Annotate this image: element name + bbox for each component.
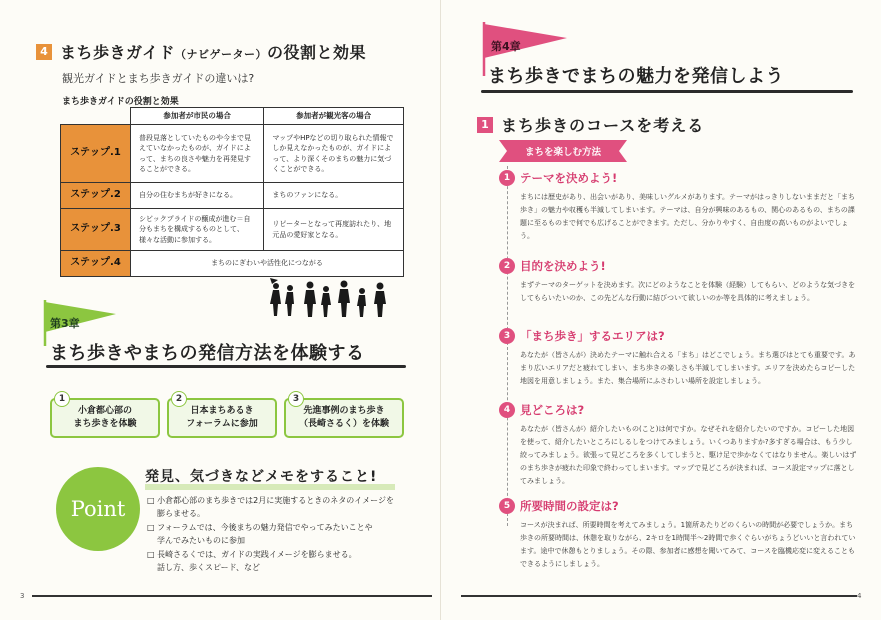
step-3-line2: （長崎さるく）を体験 (298, 419, 389, 429)
item-title: 「まち歩き」するエリアは? (520, 329, 665, 343)
item-body: あなたが（皆さんが）紹介したいもの(こと)は何ですか。なぜそれを紹介したいのですか。コピーした地図を使って、紹介したいところにしるしをつけてみましょう。いくつありますか?多すぎる場合は、もう少し絞ってみましょう。欲張って見どころを多くしてしまうと、駆け足で歩かなくてはなりません。楽しいはずのまち歩きが疲れた印象で終わってしまいます。マップで見どころが決まれば、コース設定マップに落としてみましょう。 (520, 425, 857, 485)
page-number: 3 (20, 592, 25, 600)
list-item-cont: 膨らませる。 (157, 509, 205, 519)
walkers-illustration (268, 274, 398, 320)
table-row (61, 251, 404, 277)
roles-table (60, 107, 404, 277)
table-corner (61, 108, 131, 125)
step-number-3: 3 (288, 391, 304, 407)
tourist-cell: リピーターとなって再度訪れたり、地元品の愛好家となる。 (264, 209, 404, 251)
item-title: テーマを決めよう! (520, 171, 618, 185)
chapter-4-title: まち歩きでまちの魅力を発信しよう (488, 66, 784, 87)
item-title: 見どころは? (520, 403, 585, 417)
item-number: 5 (499, 498, 515, 514)
item-body: まずテーマのターゲットを決めます。次にどのようなことを体験（経験）してもらい、どのような気づきをしてもらいたいのか、この先どんな行動に結びついて欲しいのか等を具体的に考えましょう。 (520, 281, 856, 302)
step-label: ステップ.3 (61, 209, 131, 251)
local-cell: 普段見落としていたものや今まで見えていなかったものが、ガイドによって、まちの良さや魅力を再発見することができる。 (131, 125, 264, 183)
point-list (147, 495, 394, 575)
section-title: まち歩きのコースを考える (501, 116, 705, 135)
method-item (499, 258, 859, 305)
header-local: 参加者が市民の場合 (131, 108, 264, 125)
left-page (0, 0, 440, 620)
table-caption: まち歩きガイドの役割と効果 (62, 97, 179, 107)
method-item (499, 170, 859, 243)
right-page (441, 0, 881, 620)
item-body: まちには歴史があり、出会いがあり、美味しいグルメがあります。テーマがはっきりしないままだと「まち歩き」の魅力や収穫も半減してしまいます。テーマは、自分が興味のあるもの、関心のあるもの、まちの課題に至るものまで何でも広げることができます。ただし、分かりやすく、自由度の高いものがよいでしょう。 (520, 193, 856, 240)
point-badge: Point (56, 467, 140, 551)
step-2-line1: 日本まちあるき (190, 405, 254, 416)
item-number: 3 (499, 328, 515, 344)
section-4-heading (36, 40, 366, 63)
bottom-rule (32, 595, 432, 597)
local-cell: 自分の住むまちが好きになる。 (131, 183, 264, 209)
step-2-line2: フォーラムに参加 (186, 419, 258, 429)
section-title: まち歩きガイド（ナビゲーター）の役割と効果 (60, 43, 367, 62)
chapter-3-title: まち歩きやまちの発信方法を体験する (50, 343, 365, 364)
bottom-rule (461, 595, 857, 597)
chapter-3-label: 第3章 (50, 317, 80, 330)
local-cell: シビックプライドの醸成が進む＝自分もまちを構成するものとして、様々な活動に参加する。 (131, 209, 264, 251)
table-row (61, 209, 404, 251)
item-body: コースが決まれば、所要時間を考えてみましょう。1箇所あたりどのくらいの時間が必要でしょうか。まち歩きの所要時間は、休憩を取りながら、2キロを1時間半～2時間で歩くぐらいがちょうどいいと言われています。途中で休憩もとりましょう。その際、参加者に感想を聞いてみて、コースを臨機応変に変えることもできるようにしましょう。 (520, 521, 856, 568)
list-item: □ フォーラムでは、今後まちの魅力発信でやってみたいことや (147, 522, 373, 532)
chapter-4-label: 第4章 (491, 40, 521, 53)
step-number-2: 2 (171, 391, 187, 407)
merged-cell: まちのにぎわいや活性化につながる (131, 251, 404, 277)
method-item (499, 328, 859, 388)
section-subtitle: 観光ガイドとまち歩きガイドの違いは? (62, 72, 255, 85)
step-label: ステップ.2 (61, 183, 131, 209)
chapter-3-underline (46, 365, 406, 368)
section-number: 4 (36, 44, 52, 60)
table-row (61, 183, 404, 209)
step-number-1: 1 (54, 391, 70, 407)
header-tourist: 参加者が観光客の場合 (264, 108, 404, 125)
step-1-line2: まち歩きを体験 (73, 419, 137, 429)
item-title: 所要時間の設定は? (520, 499, 619, 513)
item-number: 4 (499, 402, 515, 418)
list-item: □ 小倉都心部のまち歩きでは2月に実施するときのネタのイメージを (147, 496, 394, 505)
item-title: 目的を決めよう! (520, 259, 606, 273)
step-label: ステップ.1 (61, 125, 131, 183)
item-number: 1 (499, 170, 515, 186)
table-header-row (61, 108, 404, 125)
list-item-cont: 話し方、歩くスピード、など (157, 562, 260, 572)
section-number: 1 (477, 117, 493, 133)
item-number: 2 (499, 258, 515, 274)
methods-banner-label: まちを楽しむ方法 (524, 147, 601, 158)
method-item (499, 402, 859, 488)
tourist-cell: まちのファンになる。 (264, 183, 404, 209)
item-body: あなたが（皆さんが）決めたテーマに触れ合える「まち」はどこでしょう。まち選びはとても重要です。あまり広いエリアだと疲れてしまい、まち歩きの楽しさも半減してしまいます。エリアを決めたらコピーした地図を用意しましょう。また、集合場所にふさわしい場所を設定しましょう。 (520, 351, 856, 385)
tourist-cell: マップやHPなどの切り取られた情報でしか見えなかったものが、ガイドによって、より深くそのまちの魅力に気づくことができる。 (264, 125, 404, 183)
chapter-4-underline (481, 90, 853, 93)
table-row (61, 125, 404, 183)
step-1-line1: 小倉都心部の (77, 405, 132, 416)
list-item: □ 長崎さるくでは、ガイドの実践イメージを膨らませる。 (147, 549, 357, 559)
section-1-heading (477, 113, 704, 136)
step-label: ステップ.4 (61, 251, 131, 277)
step-3-line1: 先進事例のまち歩き (303, 405, 385, 416)
page-number: 4 (857, 592, 862, 600)
method-item (499, 498, 859, 571)
point-title: 発見、気づきなどメモをすること! (145, 469, 378, 485)
list-item-cont: 学んでみたいものに参加 (157, 536, 245, 546)
